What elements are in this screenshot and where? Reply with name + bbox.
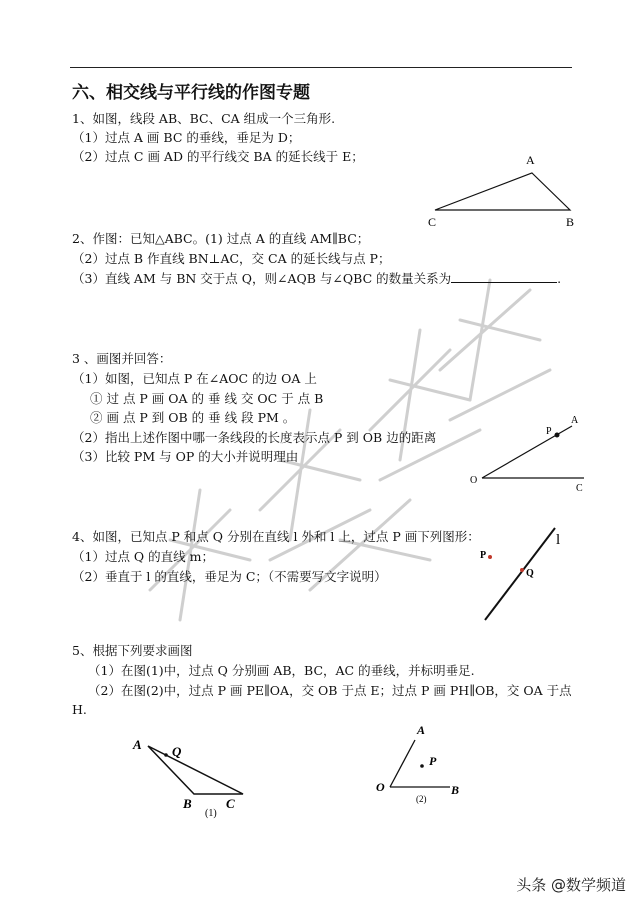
q2-item-2-text: （3）直线 AM 与 BN 交于点 Q，则∠AQB 与∠QBC 的数量关系为	[72, 271, 452, 286]
label-p: P	[546, 426, 552, 437]
q5-figure-2	[372, 722, 472, 808]
label-p: P	[480, 550, 487, 561]
label-a: A	[526, 153, 535, 167]
label-a: A	[417, 723, 426, 737]
label-a: A	[571, 415, 579, 426]
q5-item-2: （2）在图(2)中，过点 P 画 PE∥OA，交 OB 于点 E；过点 P 画 PH∥OB，交 OA 于点	[88, 683, 572, 698]
line-l	[485, 528, 555, 620]
point-p	[488, 555, 492, 559]
q5-tail: H.	[72, 702, 87, 717]
q3-angle-figure	[462, 408, 592, 498]
q4-item-1: （1）过点 Q 的直线 m；	[72, 549, 214, 564]
q2-item-2	[72, 270, 561, 288]
q3-item-5: （3）比较 PM 与 OP 的大小并说明理由	[72, 449, 299, 464]
q3-stem: 3 、画图并回答：	[72, 351, 172, 366]
caption-2: (2)	[416, 794, 427, 804]
q5-stem: 5、根据下列要求画图	[72, 643, 193, 658]
triangle-abc	[435, 173, 570, 210]
label-o: O	[470, 475, 478, 486]
q5-item-1: （1）在图(1)中，过点 Q 分别画 AB，BC，AC 的垂线，并标明垂足.	[88, 663, 475, 678]
answer-blank[interactable]	[451, 270, 557, 283]
q2-item-1: （2）过点 B 作直线 BN⊥AC，交 CA 的延长线与点 P；	[72, 251, 391, 266]
q1-stem: 1、如图，线段 AB、BC、CA 组成一个三角形.	[72, 111, 336, 126]
label-b: B	[451, 783, 460, 797]
q3-item-3: ② 画 点 P 到 OB 的 垂 线 段 PM 。	[90, 410, 296, 425]
page-title: 六、相交线与平行线的作图专题	[72, 83, 310, 103]
label-b: B	[566, 215, 575, 229]
point-q	[520, 568, 524, 572]
point-p	[420, 764, 424, 768]
footer-watermark: 头条 @数学频道	[516, 876, 626, 894]
q3-item-4: （2）指出上述作图中哪一条线段的长度表示点 P 到 OB 边的距离	[72, 430, 437, 445]
ray-oa	[390, 740, 415, 787]
label-c: C	[576, 483, 583, 494]
label-c: C	[226, 796, 235, 811]
label-p: P	[429, 754, 437, 768]
label-c: C	[428, 215, 437, 229]
label-q: Q	[526, 568, 534, 579]
triangle-abc	[148, 746, 243, 794]
q4-line-figure	[470, 520, 580, 630]
q3-item-2: ① 过 点 P 画 OA 的 垂 线 交 OC 于 点 B	[90, 391, 324, 406]
point-p	[555, 433, 560, 438]
q5-figure-1	[128, 728, 248, 823]
q1-triangle-figure	[420, 148, 590, 233]
caption-1: (1)	[205, 808, 217, 819]
q1-item-2: （2）过点 C 画 AD 的平行线交 BA 的延长线于 E；	[72, 149, 364, 164]
label-o: O	[376, 780, 385, 794]
q2-end: .	[557, 271, 562, 286]
q2-stem: 2、作图：已知△ABC。(1) 过点 A 的直线 AM∥BC；	[72, 231, 370, 246]
q3-item-1: （1）如图，已知点 P 在∠AOC 的边 OA 上	[72, 371, 317, 386]
q4-stem: 4、如图，已知点 P 和点 Q 分别在直线 l 外和 l 上，过点 P 画下列图形：	[72, 529, 480, 544]
header-rule	[70, 67, 572, 68]
label-b: B	[183, 796, 192, 811]
q4-item-2: （2）垂直于 l 的直线，垂足为 C；（不需要写文字说明）	[72, 569, 387, 584]
label-a: A	[133, 737, 142, 752]
point-q	[164, 753, 168, 757]
q1-item-1: （1）过点 A 画 BC 的垂线，垂足为 D；	[72, 130, 301, 145]
label-l: l	[556, 532, 561, 548]
label-q: Q	[172, 744, 182, 759]
